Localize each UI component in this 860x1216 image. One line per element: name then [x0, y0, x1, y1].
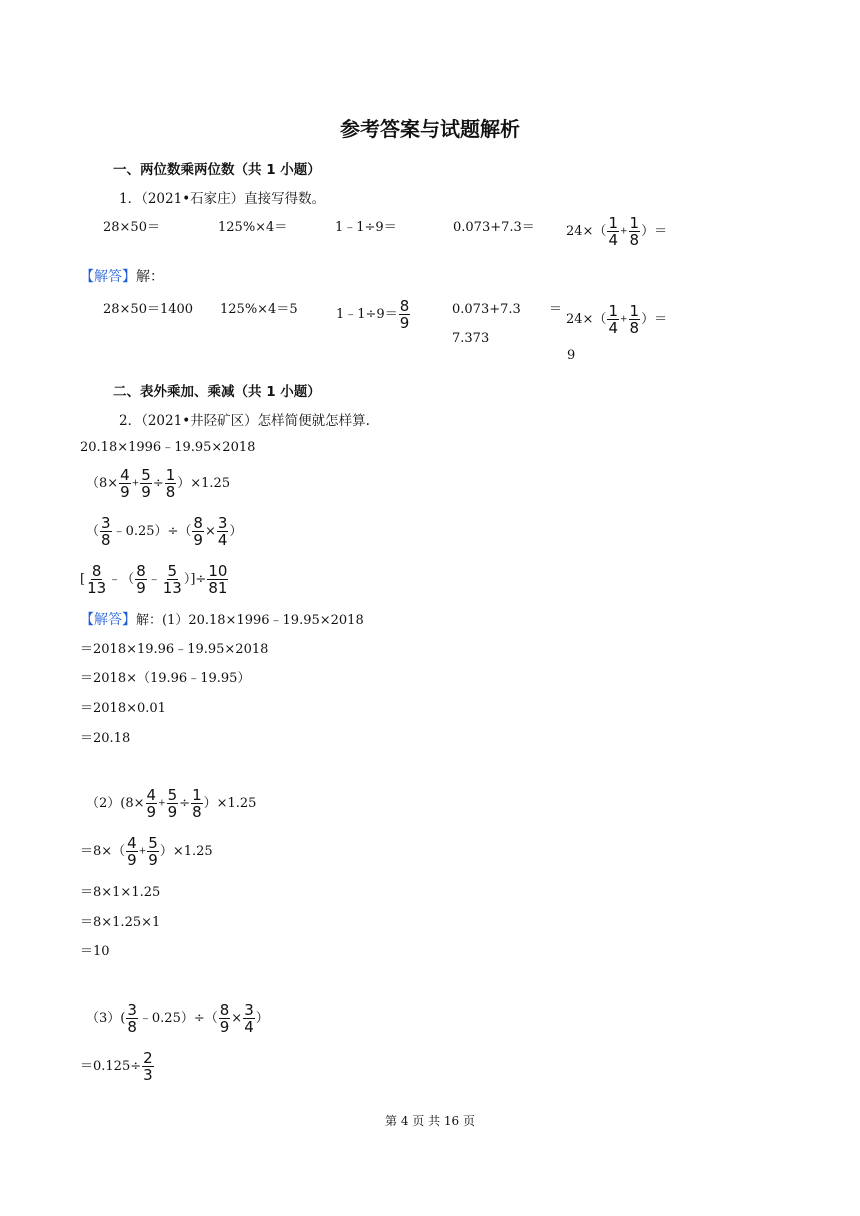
fraction: $\frac{3}{8}$: [101, 514, 111, 549]
fraction: $\frac{3}{4}$: [244, 1001, 254, 1036]
fraction: $\frac{1}{4}$: [608, 214, 618, 249]
fraction: $\frac{4}{9}$: [120, 466, 130, 501]
fraction: $\frac{3}{8}$: [127, 1001, 137, 1036]
fraction: $\frac{5}{9}$: [167, 786, 178, 821]
q2-problem-4: [ $\frac{8}{13}$ ﹣（ $\frac{8}{9}$ ﹣ $\frac{5}{13}$ ）]÷ $\frac{10}{81}$: [80, 562, 228, 597]
a2-step-1-line-4: ＝2018×0.01: [80, 701, 166, 716]
fraction: $\frac{8}{13}$: [87, 562, 107, 597]
q2-problem-1: 20.18×1996﹣19.95×2018: [80, 440, 256, 455]
answer-2-first-line: 【解答】解：(1）20.18×1996﹣19.95×2018: [80, 612, 364, 628]
a1-expr-1: 28×50＝1400: [103, 302, 194, 317]
q2-problem-3: （ $\frac{3}{8}$ ﹣0.25）÷（ $\frac{8}{9}$ × $\frac{3}{4}$ ）: [86, 514, 243, 549]
a2-step-2-line-2: ＝8×（ $\frac{4}{9}$ + $\frac{5}{9}$ ）×1.25: [80, 834, 213, 869]
fraction: $\frac{5}{9}$: [141, 466, 151, 501]
q2-problem-2: （8× $\frac{4}{9}$ + $\frac{5}{9}$ ÷ $\frac{1}{8}$ ）×1.25: [86, 466, 231, 501]
page-footer: 第 4 页 共 16 页: [385, 1114, 475, 1128]
fraction: $\frac{3}{4}$: [217, 514, 228, 549]
a2-step-1-line-5: ＝20.18: [80, 731, 131, 746]
a1-expr-2: 125%×4＝5: [220, 302, 298, 317]
a1-expr-4-equals: ＝: [549, 302, 563, 317]
a2-step-3-line-1: （3）( $\frac{3}{8}$ ﹣0.25）÷（ $\frac{8}{9}$ × $\frac{3}{4}$ ）: [86, 1001, 269, 1036]
section-heading-2: 二、表外乘加、乘减（共 1 小题）: [113, 384, 321, 400]
a2-step-2-line-4: ＝8×1.25×1: [80, 915, 161, 930]
answer-1-label: 【解答】解：: [80, 269, 164, 285]
fraction: $\frac{10}{81}$: [208, 562, 228, 597]
q1-expr-3: 1﹣1÷9＝: [335, 220, 397, 235]
fraction: $\frac{5}{13}$: [162, 562, 182, 597]
q1-expr-2: 125%×4＝: [218, 220, 288, 235]
a2-step-2-line-3: ＝8×1×1.25: [80, 885, 161, 900]
fraction: $\frac{8}{9}$: [399, 297, 410, 332]
page-title: 参考答案与试题解析: [340, 117, 520, 141]
fraction: $\frac{4}{9}$: [146, 786, 157, 821]
a1-expr-3: 1﹣1÷9＝ $\frac{8}{9}$: [336, 297, 410, 332]
a2-step-3-line-2: ＝0.125÷ $\frac{2}{3}$: [80, 1049, 153, 1084]
a1-expr-4-line1: 0.073+7.3: [452, 302, 521, 317]
fraction: $\frac{8}{9}$: [219, 1001, 230, 1036]
a1-expr-5: 24×（ $\frac{1}{4}$ + $\frac{1}{8}$ ）＝: [566, 302, 668, 337]
a1-expr-5-result: 9: [567, 348, 576, 363]
fraction: $\frac{8}{9}$: [193, 514, 203, 549]
a2-step-1-line-2: ＝2018×19.96﹣19.95×2018: [80, 642, 269, 657]
fraction: $\frac{4}{9}$: [127, 834, 137, 869]
a2-step-2-line-1: （2）(8× $\frac{4}{9}$ + $\frac{5}{9}$ ÷ $\frac{1}{8}$ ）×1.25: [86, 786, 257, 821]
fraction: $\frac{1}{4}$: [608, 302, 618, 337]
fraction: $\frac{1}{8}$: [192, 786, 202, 821]
question-2-text: 2．（2021•井陉矿区）怎样简便就怎样算.: [119, 413, 370, 429]
fraction: $\frac{1}{8}$: [629, 214, 640, 249]
fraction: $\frac{2}{3}$: [143, 1049, 153, 1084]
fraction: $\frac{8}{9}$: [136, 562, 146, 597]
fraction: $\frac{1}{8}$: [165, 466, 176, 501]
q1-expr-5: 24×（ $\frac{1}{4}$ + $\frac{1}{8}$ ）＝: [566, 214, 668, 249]
section-heading-1: 一、两位数乘两位数（共 1 小题）: [113, 162, 321, 178]
a2-step-2-line-5: ＝10: [80, 944, 110, 959]
fraction: $\frac{1}{8}$: [629, 302, 640, 337]
question-1-text: 1．（2021•石家庄）直接写得数。: [119, 191, 326, 207]
a1-expr-4-line2: 7.373: [452, 331, 490, 346]
fraction: $\frac{5}{9}$: [148, 834, 158, 869]
q1-expr-4: 0.073+7.3＝: [453, 220, 535, 235]
q1-expr-1: 28×50＝: [103, 220, 160, 235]
a2-step-1-line-3: ＝2018×（19.96﹣19.95）: [80, 671, 251, 686]
